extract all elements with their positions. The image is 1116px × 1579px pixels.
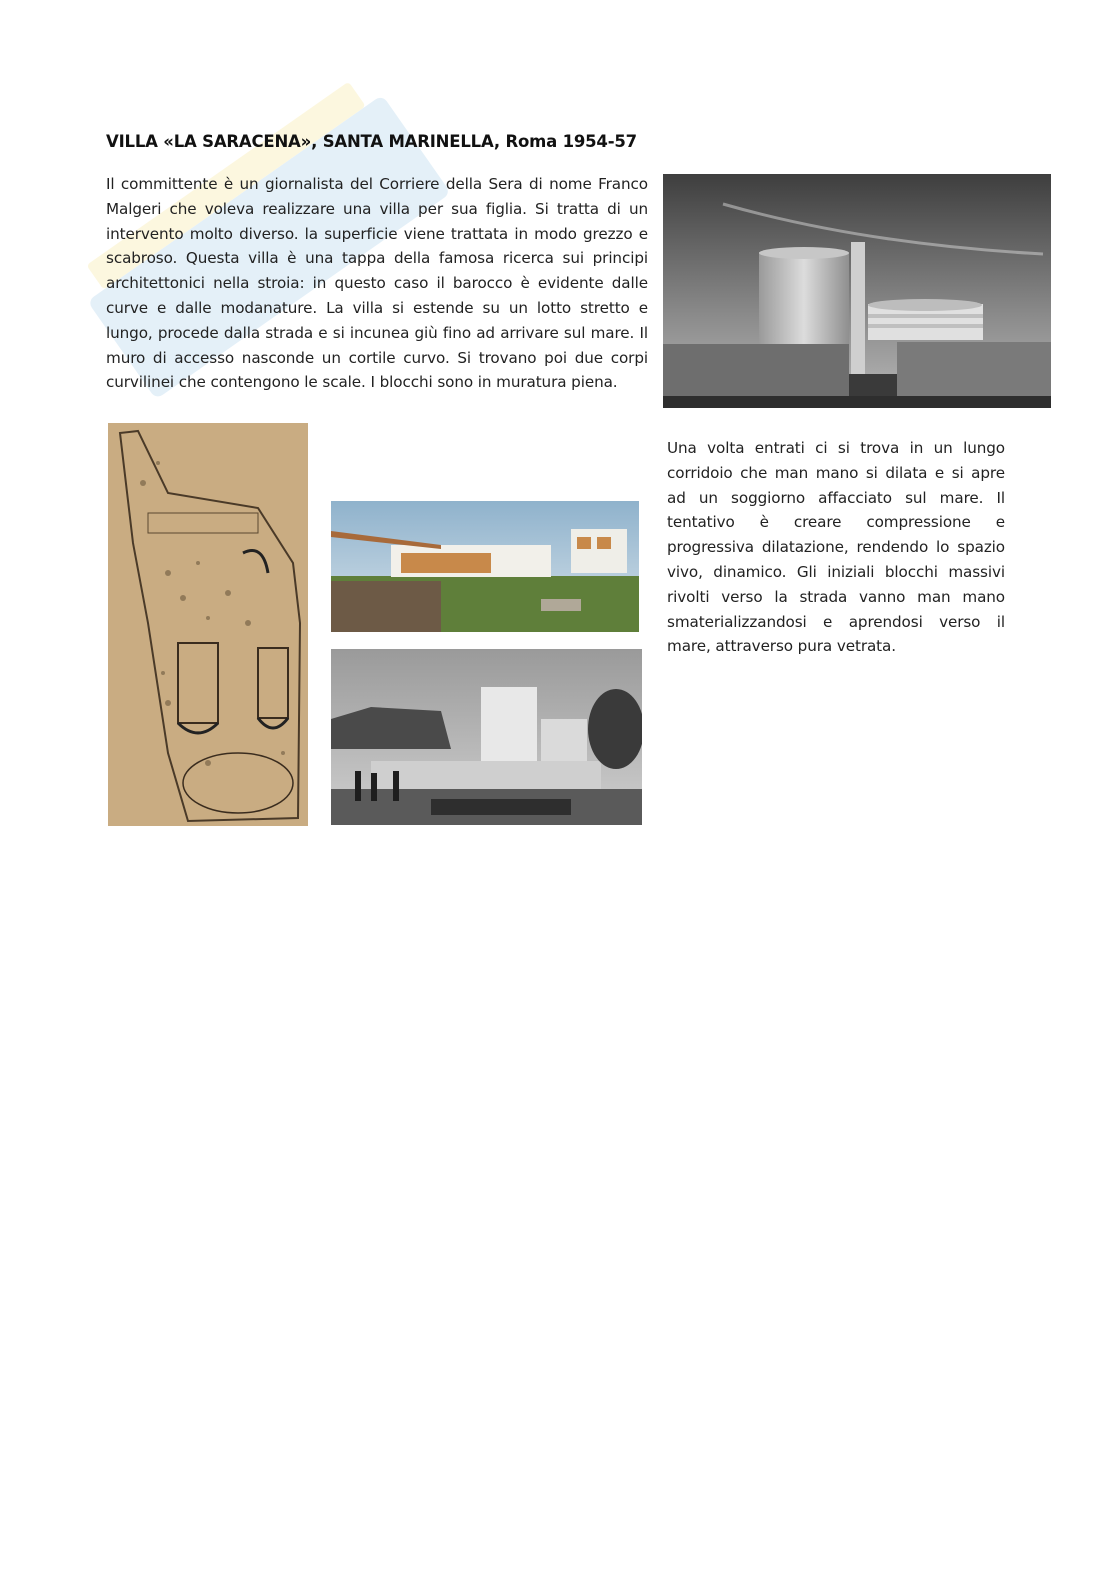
page-title: VILLA «LA SARACENA», SANTA MARINELLA, Roma 1954-57 [106, 132, 637, 151]
villa-bw-exterior-photo [663, 174, 1051, 408]
paragraph-interior: Una volta entrati ci si trova in un lungo corridoio che man mano si dilata e si apre ad un soggiorno affacciato sul mare. Il tentativo è creare compressione e progressiva dilatazione, rendendo lo spazio vivo, dinamico. Gli iniziali blocchi massivi rivolti verso la strada vanno man mano smaterializzandosi e aprendosi verso il mare, attraverso pura vetrata. [667, 439, 1005, 656]
villa-street-bw-photo [331, 649, 642, 825]
villa-color-photo [331, 501, 639, 632]
paragraph-intro: Il committente è un giornalista del Corriere della Sera di nome Franco Malgeri che voleva realizzare una villa per sua figlia. Si tratta di un intervento molto diverso. la superficie viene trattata in modo grezzo e scabroso. Questa villa è una tappa della famosa ricerca sui principi architettonici nella stroia: in questo caso il barocco è evidente dalle curve e dalle modanature. La villa si estende su un lotto stretto e lungo, procede dalla strada e si incunea giù fino ad arrivare sul mare. Il muro di accesso nasconde un cortile curvo. Si trovano poi due corpi curvilinei che contengono le scale. I blocchi sono in muratura piena. [106, 175, 648, 392]
site-plan-drawing [108, 423, 308, 826]
